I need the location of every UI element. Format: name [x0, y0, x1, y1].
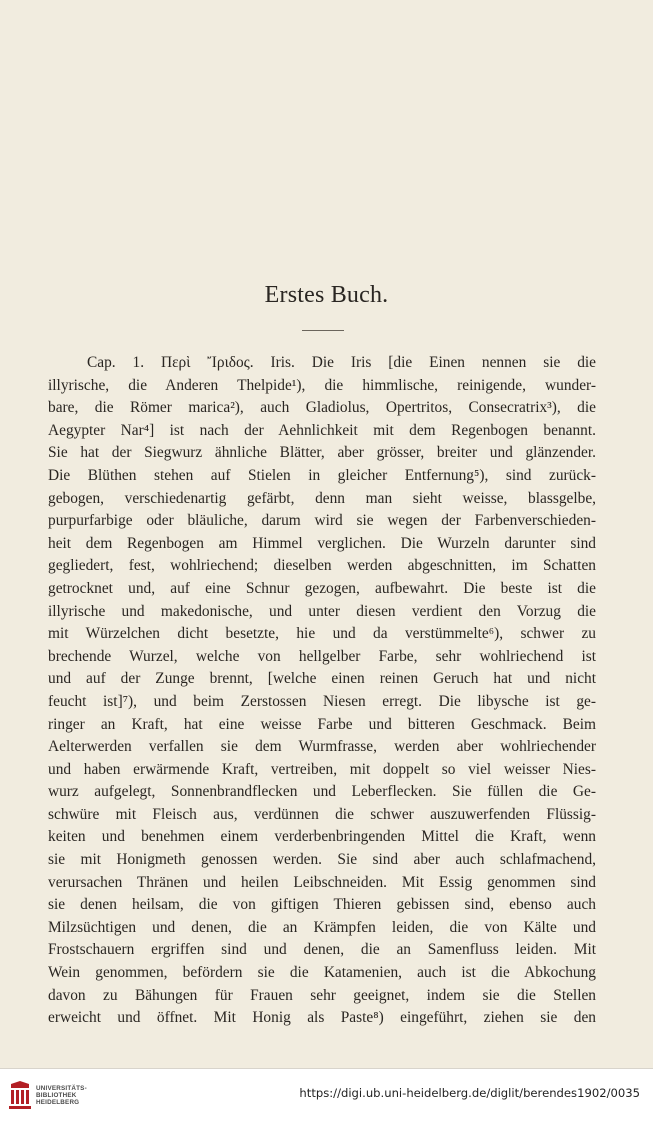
- text-line: und auf der Zunge brennt, [welche einen reinen Geruch hat und nicht: [48, 670, 596, 688]
- text-line: verursachen Thränen und heilen Leibschneiden. Mit Essig genommen sind: [48, 873, 596, 891]
- text-line: wurz aufgelegt, Sonnenbrandflecken und Leberflecken. Sie füllen die Ge-: [48, 783, 596, 801]
- text-line: gegliedert, fest, wohlriechend; dieselben werden abgeschnitten, im Schatten: [48, 557, 596, 575]
- text-line: purpurfarbige oder bläuliche, darum wird sie wegen der Farbenverschieden-: [48, 512, 596, 530]
- viewer-footer: [0, 1068, 653, 1122]
- text-line: und haben erwärmende Kraft, vertreiben, mit doppelt so viel weisser Nies-: [48, 760, 596, 778]
- text-line: ringer an Kraft, hat eine weisse Farbe und bitteren Geschmack. Beim: [48, 715, 596, 733]
- body-text: [48, 352, 596, 1030]
- text-line: Aegypter Nar⁴] ist nach der Aehnlichkeit mit dem Regenbogen benannt.: [48, 421, 596, 439]
- text-line: feucht ist]⁷), und beim Zerstossen Niesen erregt. Die libysche ist ge-: [48, 692, 596, 710]
- text-line: getrocknet und, auf eine Schnur gezogen, aufbewahrt. Die beste ist die: [48, 579, 596, 597]
- university-library-logo-icon: [8, 1080, 32, 1110]
- text-line: erweicht und öffnet. Mit Honig als Paste⁸) eingeführt, ziehen sie den: [48, 1009, 596, 1027]
- text-line: brechende Wurzel, welche von hellgelber Farbe, sehr wohlriechend ist: [48, 647, 596, 665]
- text-line: sie denen heilsam, die von giftigen Thieren gebissen sind, ebenso auch: [48, 896, 596, 914]
- text-line: illyrische und makedonische, und unter diesen verdient den Vorzug die: [48, 602, 596, 620]
- text-line: heit dem Regenbogen am Himmel verglichen. Die Wurzeln darunter sind: [48, 534, 596, 552]
- text-line: illyrische, die Anderen Thelpide¹), die himmlische, reinigende, wunder-: [48, 376, 596, 394]
- heading-rule: [302, 330, 344, 331]
- library-name-line: HEIDELBERG: [36, 1099, 80, 1107]
- text-line: Die Blüthen stehen auf Stielen in gleicher Entfernung⁵), sind zurück-: [48, 466, 596, 484]
- text-line: Frostschauern ergriffen sind und denen, die an Samenfluss leiden. Mit: [48, 941, 596, 959]
- text-line: mit Würzelchen dicht besetzte, hie und da verstümmelte⁶), schwer zu: [48, 625, 596, 643]
- text-line: Sie hat der Siegwurz ähnliche Blätter, aber grösser, breiter und glänzender.: [48, 444, 596, 462]
- chapter-heading: Erstes Buch.: [264, 282, 389, 308]
- text-line: bare, die Römer marica²), auch Gladiolus, Opertritos, Consecratrix³), die: [48, 399, 596, 417]
- library-name-line: UNIVERSITÄTS-: [36, 1085, 87, 1092]
- page-url-link[interactable]: https://digi.ub.uni-heidelberg.de/diglit/berendes1902/0035: [299, 1086, 640, 1100]
- text-line: Milzsüchtigen und denen, die an Krämpfen leiden, die von Kälte und: [48, 918, 596, 936]
- text-line: sie mit Honigmeth genossen werden. Sie sind aber auch schlafmachend,: [48, 851, 596, 869]
- text-line: keiten und benehmen einem verderbenbringenden Mittel die Kraft, wenn: [48, 828, 596, 846]
- library-name: [36, 1085, 87, 1107]
- text-line: davon zu Bähungen für Frauen sehr geeignet, indem sie die Stellen: [48, 986, 596, 1004]
- text-line: Wein genommen, befördern sie die Katamenien, auch ist die Abkochung: [48, 964, 596, 982]
- text-line: gebogen, verschiedenartig gefärbt, denn man sieht weisse, blassgelbe,: [48, 489, 596, 507]
- text-line: Aelterwerden verfallen sie dem Wurmfrasse, werden aber wohlriechender: [48, 738, 596, 756]
- library-name-line: BIBLIOTHEK: [36, 1092, 77, 1100]
- text-line: Cap. 1. Περὶ Ἴριδος. Iris. Die Iris [die Einen nennen sie die: [87, 354, 596, 371]
- text-line: schwüre mit Fleisch aus, verdünnen die schwer auszuwerfenden Flüssig-: [48, 805, 596, 823]
